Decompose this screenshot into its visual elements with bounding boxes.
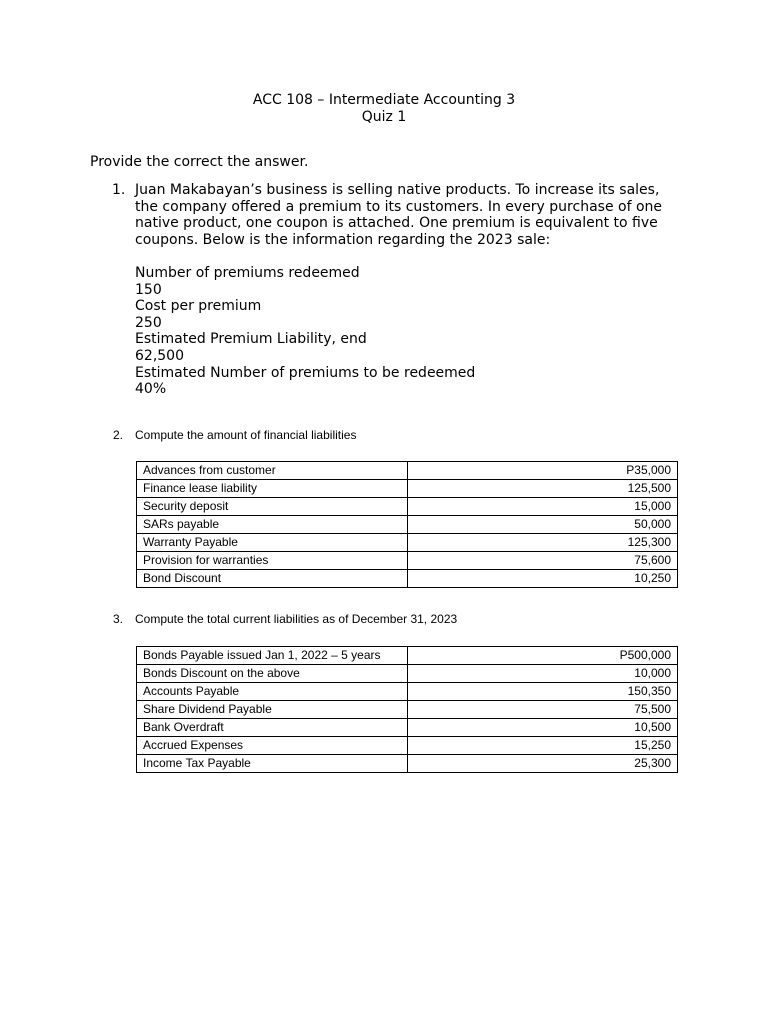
question-3-text: Compute the total current liabilities as of December 31, 2023 bbox=[135, 612, 458, 626]
row-value: P500,000 bbox=[408, 647, 678, 665]
row-value: 75,600 bbox=[408, 552, 678, 570]
list-item: Estimated Premium Liability, end bbox=[135, 331, 367, 348]
financial-liabilities-table bbox=[136, 461, 678, 588]
table-row bbox=[137, 516, 678, 534]
row-value: 125,500 bbox=[408, 480, 678, 498]
question-2-text: Compute the amount of financial liabilities bbox=[135, 428, 357, 442]
table-row bbox=[137, 755, 678, 773]
row-label: Security deposit bbox=[137, 498, 408, 516]
list-item: Estimated Number of premiums to be redeemed bbox=[135, 364, 476, 381]
row-value: 75,500 bbox=[408, 701, 678, 719]
quiz-title: Quiz 1 bbox=[361, 109, 407, 125]
row-value: 10,250 bbox=[408, 570, 678, 588]
row-label: Income Tax Payable bbox=[137, 755, 408, 773]
table-row bbox=[137, 534, 678, 552]
table-row bbox=[137, 701, 678, 719]
row-label: Share Dividend Payable bbox=[137, 701, 408, 719]
table-row bbox=[137, 647, 678, 665]
row-value: 125,300 bbox=[408, 534, 678, 552]
list-item: 250 bbox=[135, 314, 162, 331]
row-label: Provision for warranties bbox=[137, 552, 408, 570]
row-value: 10,500 bbox=[408, 719, 678, 737]
row-label: Bonds Payable issued Jan 1, 2022 – 5 years bbox=[137, 647, 408, 665]
row-value: 15,250 bbox=[408, 737, 678, 755]
row-value: 25,300 bbox=[408, 755, 678, 773]
question-3-number: 3. bbox=[113, 612, 124, 626]
table-row bbox=[137, 462, 678, 480]
list-item: Cost per premium bbox=[135, 298, 262, 315]
question-1-text: Juan Makabayan’s business is selling native products. To increase its sales, the company offered a premium to its customers. In every purchase of one native product, one coupon is attached. One premium is equivalent to five coupons. Below is the information regarding the 2023 sale: bbox=[135, 182, 663, 248]
list-item: 40% bbox=[135, 381, 167, 398]
table-row bbox=[137, 665, 678, 683]
row-label: Warranty Payable bbox=[137, 534, 408, 552]
table-row bbox=[137, 683, 678, 701]
row-value: 15,000 bbox=[408, 498, 678, 516]
row-label: Advances from customer bbox=[137, 462, 408, 480]
table-row bbox=[137, 570, 678, 588]
list-item: Number of premiums redeemed bbox=[135, 265, 360, 281]
row-label: Accrued Expenses bbox=[137, 737, 408, 755]
row-value: P35,000 bbox=[408, 462, 678, 480]
table-row bbox=[137, 498, 678, 516]
row-value: 10,000 bbox=[408, 665, 678, 683]
row-value: 50,000 bbox=[408, 516, 678, 534]
question-1-number: 1. bbox=[112, 182, 126, 198]
instruction-text: Provide the correct the answer. bbox=[90, 154, 309, 170]
list-item: 150 bbox=[135, 281, 162, 298]
table-row bbox=[137, 552, 678, 570]
row-label: Bonds Discount on the above bbox=[137, 665, 408, 683]
row-label: Finance lease liability bbox=[137, 480, 408, 498]
list-item: 62,500 bbox=[135, 347, 184, 364]
table-row bbox=[137, 719, 678, 737]
table-row bbox=[137, 737, 678, 755]
row-label: Accounts Payable bbox=[137, 683, 408, 701]
row-label: Bank Overdraft bbox=[137, 719, 408, 737]
row-label: SARs payable bbox=[137, 516, 408, 534]
course-title: ACC 108 – Intermediate Accounting 3 bbox=[252, 92, 516, 108]
table-row bbox=[137, 480, 678, 498]
row-value: 150,350 bbox=[408, 683, 678, 701]
row-label: Bond Discount bbox=[137, 570, 408, 588]
current-liabilities-table bbox=[136, 646, 678, 773]
question-1-data-list bbox=[135, 265, 655, 398]
question-2-number: 2. bbox=[113, 428, 124, 442]
